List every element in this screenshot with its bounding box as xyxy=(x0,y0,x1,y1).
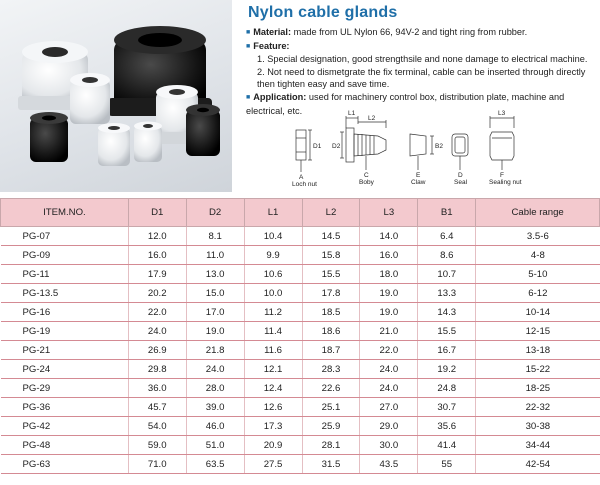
cell-l3: 43.5 xyxy=(360,455,418,474)
spec-table xyxy=(0,198,600,474)
table-body xyxy=(1,227,600,474)
cell-l2: 22.6 xyxy=(302,379,360,398)
cell-d2: 17.0 xyxy=(186,303,244,322)
cell-item-no: PG-09 xyxy=(1,246,129,265)
cell-l3: 21.0 xyxy=(360,322,418,341)
cell-item-no: PG-16 xyxy=(1,303,129,322)
cell-l1: 12.6 xyxy=(244,398,302,417)
cell-cable-range: 6-12 xyxy=(476,284,600,303)
cell-l1: 11.4 xyxy=(244,322,302,341)
table-header-row xyxy=(1,199,600,227)
cell-l2: 25.9 xyxy=(302,417,360,436)
cell-d1: 36.0 xyxy=(128,379,186,398)
cell-d2: 46.0 xyxy=(186,417,244,436)
cell-l1: 10.4 xyxy=(244,227,302,246)
table-row xyxy=(1,436,600,455)
cell-cable-range: 15-22 xyxy=(476,360,600,379)
table-row xyxy=(1,379,600,398)
table-row xyxy=(1,455,600,474)
product-photo xyxy=(0,0,232,192)
l2-label: L2 xyxy=(368,115,376,122)
cell-l1: 11.2 xyxy=(244,303,302,322)
cell-l2: 28.1 xyxy=(302,436,360,455)
cell-l3: 18.0 xyxy=(360,265,418,284)
cell-l3: 22.0 xyxy=(360,341,418,360)
exploded-diagram xyxy=(286,108,598,192)
cable-glands-photo-illustration xyxy=(0,0,232,192)
table-row xyxy=(1,360,600,379)
header-l3: L3 xyxy=(360,199,418,227)
cell-l2: 17.8 xyxy=(302,284,360,303)
cell-item-no: PG-24 xyxy=(1,360,129,379)
cell-l1: 17.3 xyxy=(244,417,302,436)
material-text: made from UL Nylon 66, 94V-2 and tight ring from rubber. xyxy=(291,27,528,37)
cell-l3: 19.0 xyxy=(360,303,418,322)
cell-l1: 10.0 xyxy=(244,284,302,303)
feature-item-2: 2. Not need to dismetgrate the fix terminal, cable can be inserted through directly then tighten easy and save time. xyxy=(257,66,586,90)
cell-b1: 24.8 xyxy=(418,379,476,398)
cell-cable-range: 22-32 xyxy=(476,398,600,417)
cell-l3: 24.0 xyxy=(360,360,418,379)
cell-d1: 17.9 xyxy=(128,265,186,284)
cell-item-no: PG-63 xyxy=(1,455,129,474)
cell-l3: 29.0 xyxy=(360,417,418,436)
cell-b1: 35.6 xyxy=(418,417,476,436)
table-row xyxy=(1,284,600,303)
feature-item-1: 1. Special designation, good strengthsile and none damage to electrical machine. xyxy=(257,54,588,65)
application-label: Application: xyxy=(253,91,307,102)
cell-d1: 59.0 xyxy=(128,436,186,455)
cell-l1: 27.5 xyxy=(244,455,302,474)
page-title: Nylon cable glands xyxy=(248,4,398,21)
cell-l2: 18.7 xyxy=(302,341,360,360)
cell-b1: 14.3 xyxy=(418,303,476,322)
part-e-name: Claw xyxy=(411,179,426,186)
cell-d2: 21.8 xyxy=(186,341,244,360)
table-row xyxy=(1,398,600,417)
part-a-name: Loch nut xyxy=(292,181,317,188)
cell-d1: 71.0 xyxy=(128,455,186,474)
part-d-name: Seal xyxy=(454,179,468,186)
seal-drawing xyxy=(452,134,468,156)
cell-cable-range: 18-25 xyxy=(476,379,600,398)
cell-item-no: PG-11 xyxy=(1,265,129,284)
cell-l2: 14.5 xyxy=(302,227,360,246)
cell-b1: 13.3 xyxy=(418,284,476,303)
cell-d1: 22.0 xyxy=(128,303,186,322)
cell-item-no: PG-36 xyxy=(1,398,129,417)
cell-l1: 9.9 xyxy=(244,246,302,265)
part-f-name: Sealing nut xyxy=(489,179,522,186)
cell-b1: 16.7 xyxy=(418,341,476,360)
cell-l3: 16.0 xyxy=(360,246,418,265)
header-item-no: ITEM.NO. xyxy=(1,199,129,227)
cell-b1: 6.4 xyxy=(418,227,476,246)
table-row xyxy=(1,341,600,360)
cell-cable-range: 34-44 xyxy=(476,436,600,455)
part-c-name: Boby xyxy=(359,179,374,186)
cell-b1: 19.2 xyxy=(418,360,476,379)
cell-cable-range: 12-15 xyxy=(476,322,600,341)
header-d2: D2 xyxy=(186,199,244,227)
white-gland-small-1 xyxy=(98,123,130,166)
part-a-letter: A xyxy=(299,174,304,181)
cell-cable-range: 13-18 xyxy=(476,341,600,360)
header-l1: L1 xyxy=(244,199,302,227)
cell-d2: 39.0 xyxy=(186,398,244,417)
bullet-icon: ■ xyxy=(246,93,251,101)
cell-l2: 28.3 xyxy=(302,360,360,379)
feature-line xyxy=(246,40,596,54)
cell-l3: 19.0 xyxy=(360,284,418,303)
material-line xyxy=(246,26,596,40)
header-cable-range: Cable range xyxy=(476,199,600,227)
claw-drawing xyxy=(410,134,434,156)
cell-d1: 20.2 xyxy=(128,284,186,303)
cell-d1: 54.0 xyxy=(128,417,186,436)
part-c-letter: C xyxy=(364,172,369,179)
cell-item-no: PG-19 xyxy=(1,322,129,341)
header-l2: L2 xyxy=(302,199,360,227)
cell-item-no: PG-42 xyxy=(1,417,129,436)
cell-cable-range: 42-54 xyxy=(476,455,600,474)
part-f-letter: F xyxy=(500,172,504,179)
black-gland-small xyxy=(30,112,68,162)
cell-d1: 16.0 xyxy=(128,246,186,265)
cell-l2: 25.1 xyxy=(302,398,360,417)
black-gland-medium xyxy=(186,104,220,156)
b2-label: B2 xyxy=(435,143,443,150)
part-d-letter: D xyxy=(458,172,463,179)
bullet-icon: ■ xyxy=(246,42,251,50)
cell-l1: 10.6 xyxy=(244,265,302,284)
cell-d2: 51.0 xyxy=(186,436,244,455)
l3-label: L3 xyxy=(498,110,506,117)
d2-label: D2 xyxy=(332,143,341,150)
material-label: Material: xyxy=(253,27,292,37)
cell-cable-range: 30-38 xyxy=(476,417,600,436)
cell-cable-range: 5-10 xyxy=(476,265,600,284)
cell-l2: 15.5 xyxy=(302,265,360,284)
cell-d2: 8.1 xyxy=(186,227,244,246)
cell-l2: 31.5 xyxy=(302,455,360,474)
cell-l1: 11.6 xyxy=(244,341,302,360)
cell-l3: 24.0 xyxy=(360,379,418,398)
header-d1: D1 xyxy=(128,199,186,227)
cell-b1: 55 xyxy=(418,455,476,474)
cell-d2: 13.0 xyxy=(186,265,244,284)
bullet-icon: ■ xyxy=(246,29,251,36)
feature-label: Feature: xyxy=(253,40,290,51)
sealing-nut-drawing xyxy=(490,116,514,160)
table-row xyxy=(1,246,600,265)
body-drawing xyxy=(340,116,386,162)
cell-b1: 41.4 xyxy=(418,436,476,455)
table-row xyxy=(1,417,600,436)
cell-l2: 18.6 xyxy=(302,322,360,341)
lock-nut-drawing xyxy=(296,130,312,160)
white-gland-small-2 xyxy=(134,122,162,163)
product-description xyxy=(246,26,596,117)
cell-l1: 12.4 xyxy=(244,379,302,398)
d1-label: D1 xyxy=(313,143,322,150)
cell-b1: 10.7 xyxy=(418,265,476,284)
cell-b1: 30.7 xyxy=(418,398,476,417)
table-row xyxy=(1,303,600,322)
cell-d1: 29.8 xyxy=(128,360,186,379)
part-e-letter: E xyxy=(416,172,421,179)
cell-cable-range: 10-14 xyxy=(476,303,600,322)
cell-l1: 20.9 xyxy=(244,436,302,455)
cell-d2: 24.0 xyxy=(186,360,244,379)
cell-l3: 30.0 xyxy=(360,436,418,455)
cell-item-no: PG-13.5 xyxy=(1,284,129,303)
cell-item-no: PG-07 xyxy=(1,227,129,246)
cell-d2: 11.0 xyxy=(186,246,244,265)
cell-l2: 15.8 xyxy=(302,246,360,265)
cell-d2: 19.0 xyxy=(186,322,244,341)
cell-l3: 14.0 xyxy=(360,227,418,246)
cell-item-no: PG-21 xyxy=(1,341,129,360)
l1-label: L1 xyxy=(348,110,356,117)
table-row xyxy=(1,227,600,246)
cell-cable-range: 3.5-6 xyxy=(476,227,600,246)
cell-d2: 63.5 xyxy=(186,455,244,474)
table-row xyxy=(1,322,600,341)
cell-d2: 28.0 xyxy=(186,379,244,398)
cell-l3: 27.0 xyxy=(360,398,418,417)
cell-item-no: PG-48 xyxy=(1,436,129,455)
application-text: used for machinery control box, distribution plate, machine and electrical, etc. xyxy=(246,91,565,116)
cell-item-no: PG-29 xyxy=(1,379,129,398)
cell-d1: 12.0 xyxy=(128,227,186,246)
cell-d1: 24.0 xyxy=(128,322,186,341)
white-gland-medium xyxy=(70,73,110,124)
cell-d2: 15.0 xyxy=(186,284,244,303)
cell-b1: 15.5 xyxy=(418,322,476,341)
cell-cable-range: 4-8 xyxy=(476,246,600,265)
header-b1: B1 xyxy=(418,199,476,227)
cell-b1: 8.6 xyxy=(418,246,476,265)
table-row xyxy=(1,265,600,284)
cell-l1: 12.1 xyxy=(244,360,302,379)
cell-d1: 45.7 xyxy=(128,398,186,417)
cell-l2: 18.5 xyxy=(302,303,360,322)
cell-d1: 26.9 xyxy=(128,341,186,360)
